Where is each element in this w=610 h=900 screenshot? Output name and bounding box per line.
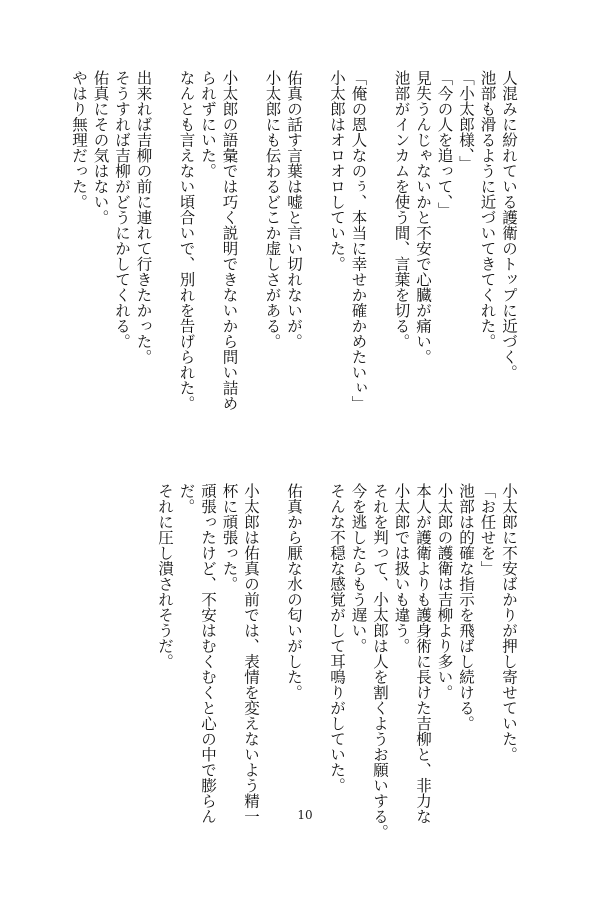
text-line: 池部も滑るように近づいてきてくれた。 — [478, 70, 497, 349]
text-line: 佑真の話す言葉は嘘と言い切れないが。 — [285, 70, 303, 349]
blank-line — [369, 70, 391, 411]
blank-line — [304, 70, 326, 411]
text-line: それを判って、小太郎は人を割くようお願いする。 — [371, 483, 389, 840]
text-line: 杯に頑張った。 — [220, 483, 239, 592]
text-line: 小太郎にも伝わるどこか虚しさがある。 — [263, 70, 282, 349]
blank-line — [240, 70, 262, 411]
text-line: やはり無理だった。 — [70, 70, 88, 210]
text-line: 今を逃したらもう遅い。 — [349, 483, 368, 654]
blank-line — [261, 483, 283, 840]
text-line: なんとも言えない頃合いで、別れを告げられた。 — [177, 70, 196, 411]
text-line: 池部がインカムを使う間、言葉を切る。 — [392, 70, 411, 349]
text-line: そうすれば吉柳がどうにかしてくれる。 — [113, 70, 131, 349]
text-line: 頑張ったけど、不安はむくむくと心の中で膨らん — [199, 483, 217, 824]
text-line: だ。 — [177, 483, 196, 514]
text-line: 「今の人を追って、」 — [435, 70, 454, 218]
text-line: 佑真から厭な水の匂いがした。 — [285, 483, 303, 700]
text-line: そんな不穏な感覚がして耳鳴りがしていた。 — [328, 483, 346, 793]
text-line: それに圧し潰されそうだ。 — [156, 483, 174, 669]
blank-line — [304, 483, 326, 840]
text-line: 人混みに紛れている護衛のトップに近づく。 — [500, 70, 518, 380]
blank-line — [154, 70, 176, 411]
page-number: 10 — [297, 808, 313, 822]
text-line: 小太郎の護衛は吉柳より多い。 — [435, 483, 454, 700]
text-line: 「小太郎様、」 — [457, 70, 475, 171]
text-line: 「俺の恩人なのぅ、本当に幸せか確かめたいぃ」 — [349, 70, 368, 411]
text-line: 小太郎は佑真の前では、表情を変えないよう精一 — [242, 483, 260, 824]
text-line: 小太郎はオロオロしていた。 — [328, 70, 346, 272]
text-line: 出来れば吉柳の前に連れて行きたかった。 — [134, 70, 153, 365]
text-line: 見失うんじゃないかと不安で心臓が痛い。 — [414, 70, 432, 365]
text-line: 「お任せを」 — [478, 483, 497, 576]
text-line: 池部は的確な指示を飛ばし続ける。 — [457, 483, 475, 731]
lower-text-block — [154, 483, 520, 840]
text-line: 佑真にその気はない。 — [91, 70, 110, 225]
text-line: 本人が護衛よりも護身術に長けた吉柳と、非力な — [414, 483, 432, 824]
upper-text-block — [68, 70, 520, 411]
text-line: られずにいた。 — [199, 70, 217, 179]
text-line: 小太郎に不安ばかりが押し寄せていた。 — [500, 483, 518, 762]
text-line: 小太郎では扱いも違う。 — [392, 483, 411, 654]
text-line: 小太郎の語彙では巧く説明できないから問い詰め — [220, 70, 239, 411]
